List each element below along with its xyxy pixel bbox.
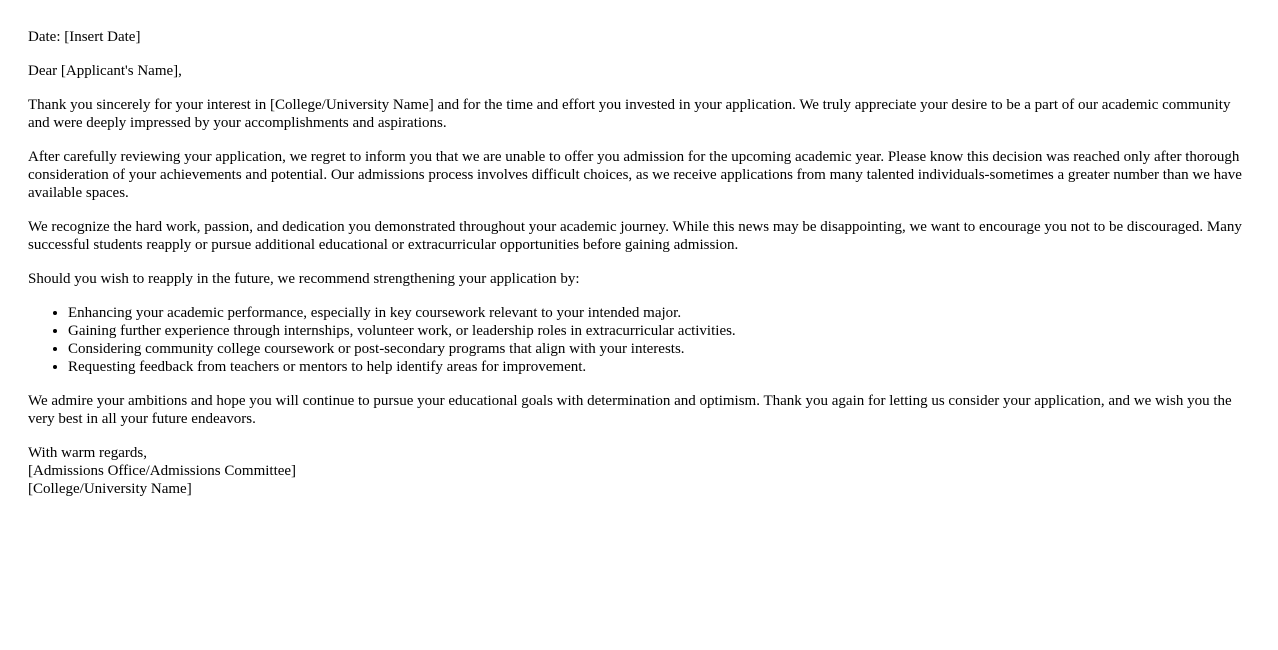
paragraph-decision: After carefully reviewing your application, we regret to inform you that we are unable to offer you admission for the upcoming academic year. Please know this decision was reached only after thorough consideration of your achievements and potential. Our admissions process involves difficult choices, as we receive applications from many talented individuals-sometimes a greater number than we have available spaces. [28,149,1242,201]
paragraph-reapply-intro: Should you wish to reapply in the future, we recommend strengthening your application by: [28,271,580,287]
salutation: Dear [Applicant's Name], [28,63,182,79]
list-item: • Gaining further experience through internships, volunteer work, or leadership roles in extracurricular activities. [68,322,1243,340]
list-item: • Considering community college coursework or post-secondary programs that align with your interests. [68,340,1243,358]
date-line: Date: [Insert Date] [28,29,141,45]
letter-body [28,28,1243,514]
recommendation-list [28,304,1243,376]
closing-paragraph: We admire your ambitions and hope you will continue to pursue your educational goals with determination and optimism. Thank you again for letting us consider your application, and we wish you the very best in all your future endeavors. [28,393,1232,427]
signoff: With warm regards, [28,445,147,461]
paragraph-gratitude: Thank you sincerely for your interest in [College/University Name] and for the time and effort you invested in your application. We truly appreciate your desire to be a part of our academic community and were deeply impressed by your accomplishments and aspirations. [28,97,1231,131]
paragraph-encouragement: We recognize the hard work, passion, and dedication you demonstrated throughout your academic journey. While this news may be disappointing, we want to encourage you not to be discouraged. Many successful students reapply or pursue additional educational or extracurricular opportunities before gaining admission. [28,219,1242,253]
signature-block [28,444,1243,498]
institution-name: [College/University Name] [28,481,192,497]
list-item: • Requesting feedback from teachers or mentors to help identify areas for improvement. [68,358,1243,376]
signer: [Admissions Office/Admissions Committee] [28,463,297,479]
list-item: • Enhancing your academic performance, especially in key coursework relevant to your intended major. [68,304,1243,322]
